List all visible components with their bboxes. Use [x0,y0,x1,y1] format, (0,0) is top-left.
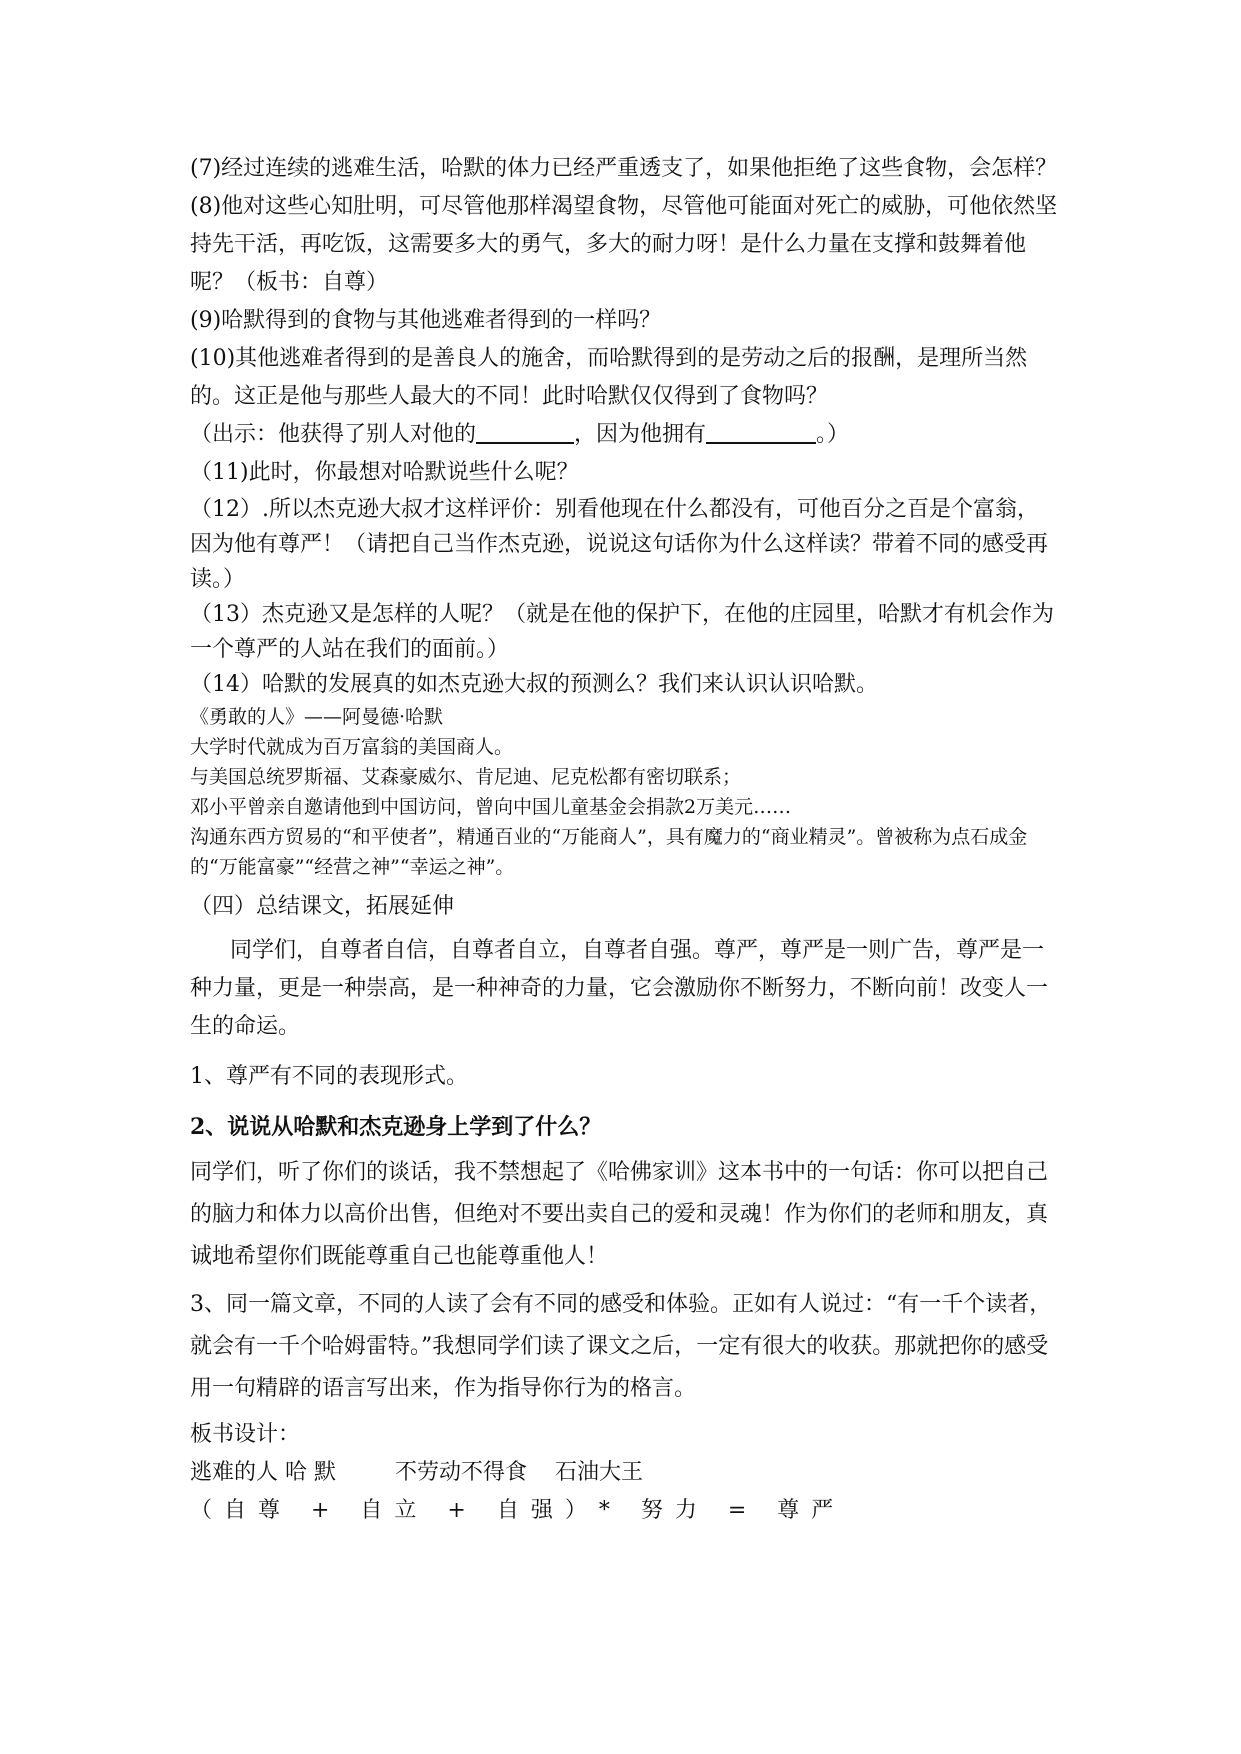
fill-text-a: （出示：他获得了别人对他的 [190,422,477,447]
bio-line-3: 邓小平曾亲自邀请他到中国访问，曾向中国儿童基金会捐款2万美元…… [190,796,792,818]
bio-title: 《勇敢的人》——阿曼德·哈默 [190,706,444,728]
summary-item-2: 2、说说从哈默和杰克逊身上学到了什么？ [190,1114,602,1140]
question-11: （11)此时，你最想对哈默说些什么呢？ [190,460,579,485]
summary-item-2-text: 同学们，听了你们的谈话，我不禁想起了《哈佛家训》这本书中的一句话：你可以把自己的脑力和体力以高价出售，但绝对不要出卖自己的爱和灵魂！作为你们的老师和朋友，真诚地希望你们既能尊重自己也能尊重他人！ [190,1160,1049,1269]
board-col-2: 不劳动不得食 [395,1460,528,1485]
summary-intro: 同学们，自尊者自信，自尊者自立，自尊者自强。尊严，尊严是一则广告，尊严是一种力量，更是一种崇高，是一种神奇的力量，它会激励你不断努力，不断向前！改变人一生的命运。 [190,938,1049,1039]
board-label: 板书设计： [190,1422,301,1447]
bio-line-1: 大学时代就成为百万富翁的美国商人。 [190,736,514,758]
board-col-3: 石油大王 [555,1460,644,1485]
fill-in-line [190,416,1060,454]
question-13: （13）杰克逊又是怎样的人呢？（就是在他的保护下，在他的庄园里，哈默才有机会作为一个尊严的人站在我们的面前。） [190,602,1054,662]
section-heading: （四）总结课文，拓展延伸 [190,894,455,919]
board-row-1 [190,1454,1060,1492]
blank-2 [706,420,816,444]
question-8: (8)他对这些心知肚明，可尽管他那样渴望食物，尽管他可能面对死亡的威胁，可他依然坚持先干活，再吃饭，这需要多大的勇气，多大的耐力呀！是什么力量在支撑和鼓舞着他呢？（板书：自尊） [190,194,1058,295]
summary-item-1: 1、尊严有不同的表现形式。 [190,1064,468,1089]
bio-line-4: 沟通东西方贸易的“和平使者”，精通百业的“万能商人”，具有魔力的“商业精灵”。曾被称为点石成金的“万能富豪”“经营之神”“幸运之神”。 [190,826,1028,878]
bio-line-2: 与美国总统罗斯福、艾森豪威尔、肯尼迪、尼克松都有密切联系； [190,766,742,788]
fill-text-b: ，因为他拥有 [574,422,707,447]
question-7: (7)经过连续的逃难生活，哈默的体力已经严重透支了，如果他拒绝了这些食物，会怎样？ [190,156,1058,181]
question-12: （12）.所以杰克逊大叔才这样评价：别看他现在什么都没有，可他百分之百是个富翁，因为他有尊严！（请把自己当作杰克逊，说说这句话你为什么这样读？带着不同的感受再读。） [190,497,1049,592]
board-col-1: 逃难的人 哈 默 [190,1460,336,1485]
question-14: （14）哈默的发展真的如杰克逊大叔的预测么？我们来认识认识哈默。 [190,672,878,697]
fill-text-c: 。） [816,422,850,447]
document-content [190,150,1060,1530]
summary-item-3: 3、同一篇文章，不同的人读了会有不同的感受和体验。正如有人说过：“有一千个读者，就会有一千个哈姆雷特。”我想同学们读了课文之后，一定有很大的收获。那就把你的感受用一句精辟的语言写出来，作为指导你行为的格言。 [190,1292,1052,1401]
question-9: (9)哈默得到的食物与其他逃难者得到的一样吗？ [190,308,662,333]
blank-1 [476,420,574,444]
question-10: (10)其他逃难者得到的是善良人的施舍，而哈默得到的是劳动之后的报酬，是理所当然的。这正是他与那些人最大的不同！此时哈默仅仅得到了食物吗？ [190,346,1028,409]
board-formula: （自尊 + 自立 + 自强）* 努力 = 尊严 [190,1498,846,1523]
